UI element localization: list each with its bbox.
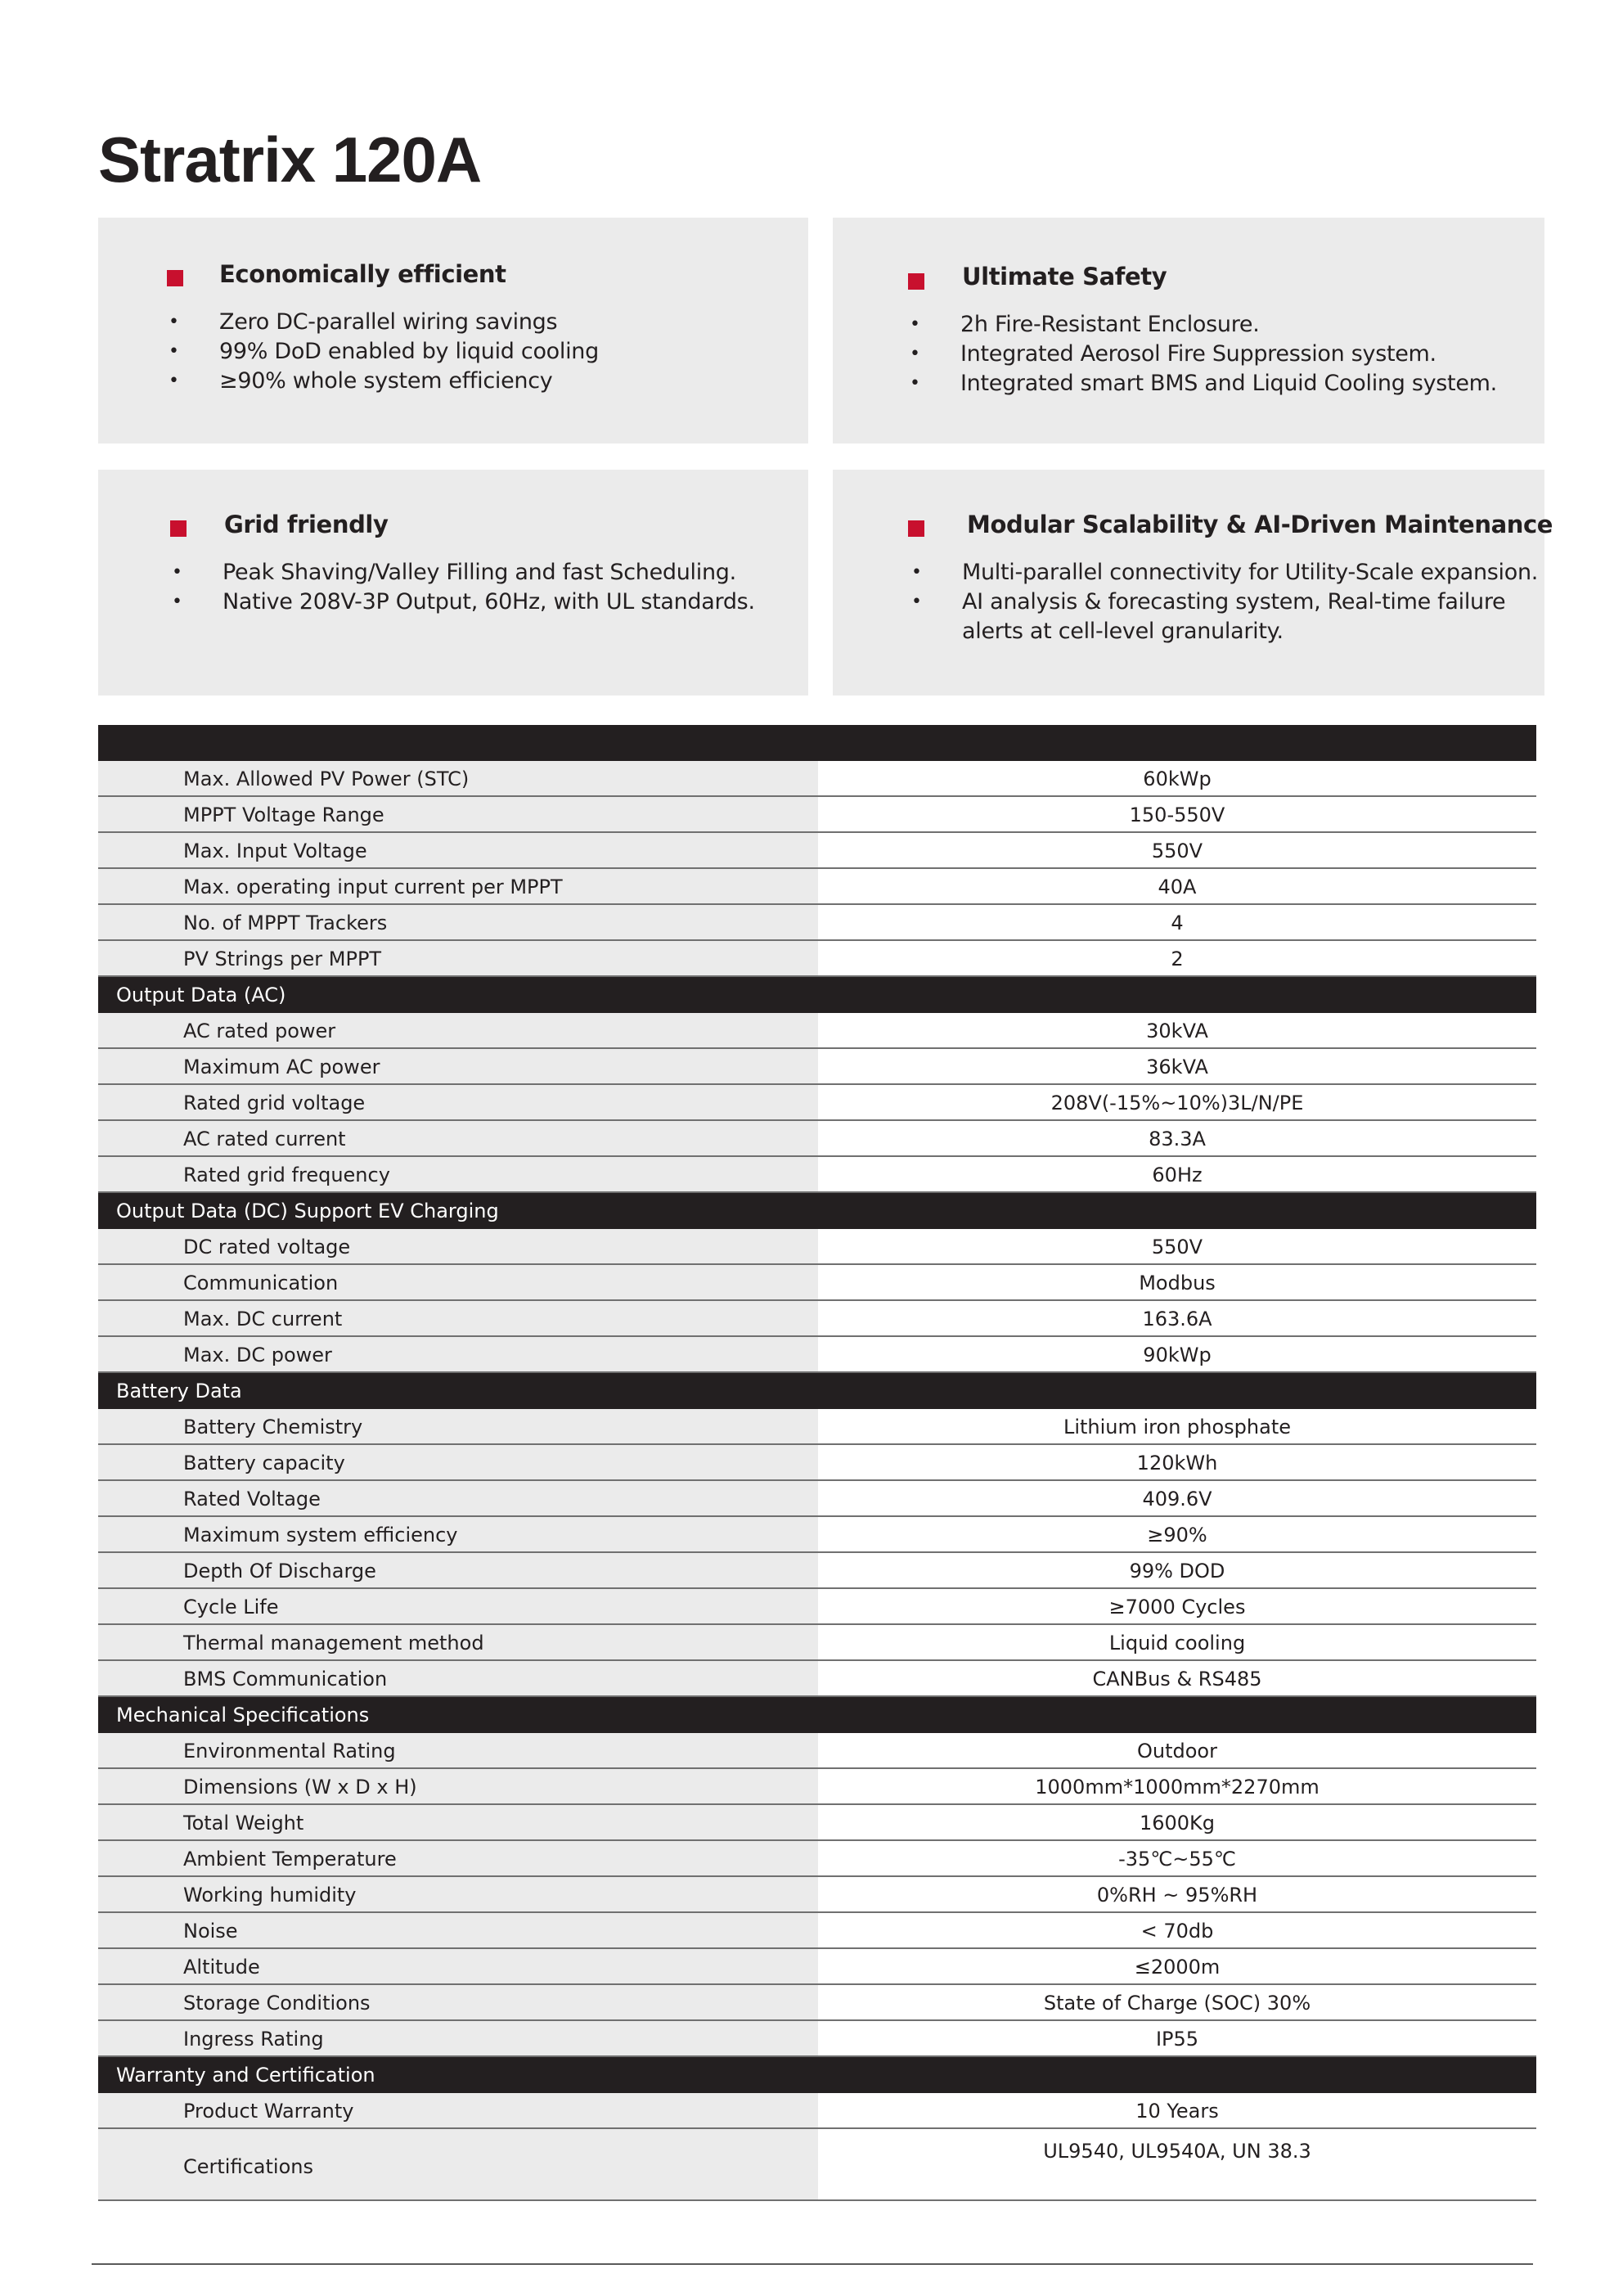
feature-card-grid — [98, 470, 808, 696]
row-value: 550V — [1151, 840, 1203, 862]
row-label: Storage Conditions — [98, 1985, 818, 2019]
table-row — [98, 1157, 1536, 1193]
row-value: ≤2000m — [1134, 1956, 1221, 1979]
table-row — [98, 1661, 1536, 1697]
row-value: ≥90% — [1147, 1524, 1207, 1546]
row-label: Dimensions (W x D x H) — [98, 1769, 818, 1803]
table-row — [98, 1913, 1536, 1949]
row-value: 208V(-15%~10%)3L/N/PE — [1050, 1092, 1304, 1114]
row-label: Total Weight — [98, 1805, 818, 1839]
table-row — [98, 869, 1536, 905]
row-label: Rated grid voltage — [98, 1085, 818, 1119]
feature-card-safety — [833, 218, 1544, 443]
feature-bullet: • 2h Fire-Resistant Enclosure. — [960, 310, 1497, 340]
table-row — [98, 1805, 1536, 1841]
table-row — [98, 1841, 1536, 1877]
row-value: 60kWp — [1143, 768, 1212, 790]
table-row — [98, 1337, 1536, 1373]
table-row — [98, 1301, 1536, 1337]
feature-bullet: • Zero DC-parallel wiring savings — [219, 308, 599, 337]
feature-bullet-continuation: alerts at cell-level granularity. — [962, 619, 1284, 644]
spec-table — [98, 725, 1536, 2201]
row-label: Certifications — [98, 2129, 818, 2199]
row-label: DC rated voltage — [98, 1229, 818, 1263]
table-row — [98, 1625, 1536, 1661]
feature-bullet-list — [960, 310, 1497, 398]
row-value: 2 — [1171, 948, 1184, 970]
table-row — [98, 1229, 1536, 1265]
row-label: Ambient Temperature — [98, 1841, 818, 1875]
row-value: 30kVA — [1146, 1020, 1208, 1042]
feature-bullet: • Integrated Aerosol Fire Suppression system. — [960, 340, 1497, 369]
table-row — [98, 797, 1536, 833]
row-value: Outdoor — [1137, 1740, 1217, 1763]
row-value: 0%RH ~ 95%RH — [1096, 1884, 1258, 1907]
row-value: 150-550V — [1129, 804, 1225, 826]
section-header-mechanical: Mechanical Specifications — [98, 1697, 1536, 1733]
row-label: Working humidity — [98, 1877, 818, 1911]
table-row — [98, 1949, 1536, 1985]
table-row — [98, 1481, 1536, 1517]
red-square-icon — [167, 270, 183, 286]
feature-bullet: • AI analysis & forecasting system, Real-time failure — [962, 588, 1538, 617]
row-label: No. of MPPT Trackers — [98, 905, 818, 939]
row-label: Cycle Life — [98, 1589, 818, 1623]
row-label: Battery capacity — [98, 1445, 818, 1479]
red-square-icon — [908, 273, 924, 290]
feature-bullet: • Native 208V-3P Output, 60Hz, with UL standards. — [223, 588, 755, 617]
table-row — [98, 1013, 1536, 1049]
row-label: Maximum system efficiency — [98, 1517, 818, 1551]
row-label: Noise — [98, 1913, 818, 1947]
table-row — [98, 1589, 1536, 1625]
row-label: BMS Communication — [98, 1661, 818, 1695]
feature-heading: Modular Scalability & AI-Driven Maintenance — [967, 511, 1553, 538]
feature-bullet-list — [223, 558, 755, 617]
section-header-warranty: Warranty and Certification — [98, 2057, 1536, 2093]
row-value: -35℃~55℃ — [1118, 1848, 1236, 1871]
row-label: Max. Allowed PV Power (STC) — [98, 761, 818, 795]
row-value: 99% DOD — [1129, 1560, 1225, 1582]
table-row — [98, 833, 1536, 869]
row-value: 60Hz — [1152, 1164, 1203, 1186]
row-label: Thermal management method — [98, 1625, 818, 1659]
table-row — [98, 1049, 1536, 1085]
row-label: Ingress Rating — [98, 2021, 818, 2055]
row-label: Rated grid frequency — [98, 1157, 818, 1191]
row-value: 409.6V — [1142, 1488, 1212, 1510]
page-title: Stratrix 120A — [98, 124, 482, 196]
row-value: Modbus — [1139, 1272, 1216, 1294]
feature-bullet: • Multi-parallel connectivity for Utility-Scale expansion. — [962, 558, 1538, 588]
row-label: Battery Chemistry — [98, 1409, 818, 1443]
row-value: 90kWp — [1143, 1344, 1212, 1366]
table-row — [98, 761, 1536, 797]
section-header-battery: Battery Data — [98, 1373, 1536, 1409]
section-header-ac: Output Data (AC) — [98, 977, 1536, 1013]
row-label: Depth Of Discharge — [98, 1553, 818, 1587]
table-row — [98, 1121, 1536, 1157]
feature-bullet-list — [962, 558, 1538, 646]
row-value: 40A — [1158, 876, 1197, 898]
feature-card-scalability — [833, 470, 1553, 696]
row-value: 36kVA — [1146, 1056, 1208, 1078]
feature-bullet-list — [219, 308, 599, 396]
row-value: State of Charge (SOC) 30% — [1043, 1992, 1311, 2015]
row-value: 163.6A — [1142, 1308, 1212, 1330]
red-square-icon — [908, 520, 924, 537]
row-label: Maximum AC power — [98, 1049, 818, 1083]
section-header-dc: Output Data (DC) Support EV Charging — [98, 1193, 1536, 1229]
row-value: ≥7000 Cycles — [1108, 1596, 1246, 1618]
row-label: Max. Input Voltage — [98, 833, 818, 867]
row-label: AC rated current — [98, 1121, 818, 1155]
table-row — [98, 1877, 1536, 1913]
row-value: UL9540, UL9540A, UN 38.3 — [1043, 2140, 1311, 2163]
row-value: 1000mm*1000mm*2270mm — [1035, 1776, 1320, 1799]
row-value: 550V — [1151, 1236, 1203, 1258]
row-label: Altitude — [98, 1949, 818, 1983]
feature-bullet: • 99% DoD enabled by liquid cooling — [219, 337, 599, 367]
row-label: Max. DC power — [98, 1337, 818, 1371]
table-row — [98, 2093, 1536, 2129]
table-row — [98, 2021, 1536, 2057]
table-row — [98, 941, 1536, 977]
feature-card-economics — [98, 218, 808, 443]
feature-heading: Grid friendly — [224, 511, 389, 538]
row-label: Max. operating input current per MPPT — [98, 869, 818, 903]
row-value: 1600Kg — [1139, 1812, 1216, 1835]
row-value: < 70db — [1140, 1920, 1214, 1943]
table-row — [98, 1985, 1536, 2021]
row-value: Lithium iron phosphate — [1063, 1416, 1292, 1438]
row-value: CANBus & RS485 — [1092, 1668, 1262, 1690]
feature-heading: Economically efficient — [219, 260, 506, 288]
red-square-icon — [170, 520, 187, 537]
row-value: 83.3A — [1149, 1128, 1206, 1150]
table-row — [98, 905, 1536, 941]
feature-bullet: • ≥90% whole system efficiency — [219, 367, 599, 396]
row-value: IP55 — [1155, 2028, 1199, 2051]
row-value: Liquid cooling — [1108, 1632, 1246, 1654]
section-header-pv — [98, 725, 1536, 761]
feature-bullet: • Peak Shaving/Valley Filling and fast Scheduling. — [223, 558, 755, 588]
table-row — [98, 1409, 1536, 1445]
row-label: PV Strings per MPPT — [98, 941, 818, 975]
table-row — [98, 1085, 1536, 1121]
table-row — [98, 1769, 1536, 1805]
row-label: Rated Voltage — [98, 1481, 818, 1515]
row-label: Communication — [98, 1265, 818, 1299]
row-label: Product Warranty — [98, 2093, 818, 2127]
table-row — [98, 2129, 1536, 2201]
footer-divider — [92, 2263, 1533, 2265]
row-value: 10 Years — [1135, 2100, 1219, 2123]
feature-bullet: • Integrated smart BMS and Liquid Cooling system. — [960, 369, 1497, 398]
feature-heading: Ultimate Safety — [962, 263, 1167, 290]
table-row — [98, 1445, 1536, 1481]
table-row — [98, 1553, 1536, 1589]
row-label: AC rated power — [98, 1013, 818, 1047]
row-label: MPPT Voltage Range — [98, 797, 818, 831]
table-row — [98, 1265, 1536, 1301]
row-value: 4 — [1171, 912, 1184, 934]
table-row — [98, 1517, 1536, 1553]
row-label: Environmental Rating — [98, 1733, 818, 1767]
row-value: 120kWh — [1136, 1452, 1218, 1474]
row-label: Max. DC current — [98, 1301, 818, 1335]
table-row — [98, 1733, 1536, 1769]
